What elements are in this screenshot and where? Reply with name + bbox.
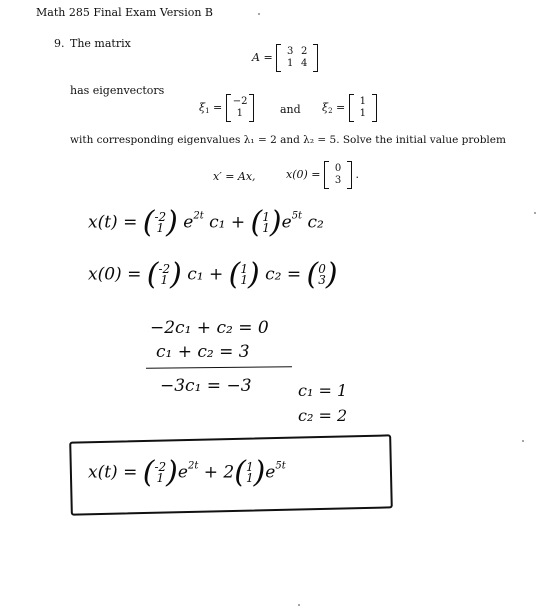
xi1-symbol: ξ bbox=[199, 101, 206, 114]
vector-cell: 1 bbox=[359, 108, 366, 119]
xi1-subscript: 1 bbox=[205, 107, 210, 115]
exp-base: e bbox=[281, 212, 292, 233]
coefficient: c₁ + bbox=[209, 212, 246, 233]
scan-speck bbox=[298, 604, 300, 606]
solution-c1: c₁ = 1 bbox=[298, 381, 348, 400]
matrix-cell: 2 bbox=[300, 46, 308, 57]
ode-equation: x′ = Ax, bbox=[213, 170, 256, 183]
xi2-symbol: ξ bbox=[322, 101, 329, 114]
initial-substitution: x(0) = ( -2 1 ) c₁ + ( 1 1 ) c₂ = ( 0 3 ) bbox=[88, 257, 338, 292]
ic-period: . bbox=[355, 168, 359, 181]
matrix-a-entries bbox=[276, 44, 318, 72]
coefficient: + 2 bbox=[203, 462, 235, 483]
vector-cell: 3 bbox=[334, 175, 342, 186]
matrix-cell: 4 bbox=[300, 58, 308, 69]
scan-speck bbox=[522, 440, 524, 442]
matrix-cell: 1 bbox=[286, 58, 294, 69]
vector-cell: 1 bbox=[156, 471, 165, 485]
vector-cell: −2 bbox=[232, 96, 248, 107]
vector-cell: 1 bbox=[240, 273, 249, 287]
exp-power: 5t bbox=[275, 460, 286, 472]
vector-cell: -2 bbox=[154, 460, 167, 474]
exp-base: e bbox=[177, 462, 188, 483]
vector-cell: 1 bbox=[359, 96, 366, 107]
problem-number: 9. bbox=[54, 37, 65, 50]
initial-condition bbox=[286, 161, 359, 189]
vector-cell: 1 bbox=[240, 262, 249, 276]
vector-cell: 1 bbox=[245, 460, 254, 474]
vector-cell: -2 bbox=[158, 262, 171, 276]
vector-cell: 1 bbox=[160, 273, 169, 287]
scan-speck bbox=[534, 212, 536, 214]
eigen-intro: has eigenvectors bbox=[70, 84, 165, 97]
vector-cell: -2 bbox=[154, 210, 167, 224]
problem-intro: The matrix bbox=[70, 37, 131, 50]
exp-power: 2t bbox=[193, 210, 204, 222]
exp-base: e bbox=[265, 462, 276, 483]
solution-c2: c₂ = 2 bbox=[298, 406, 348, 425]
sum-line bbox=[146, 366, 292, 369]
initial-lhs: x(0) = bbox=[88, 264, 142, 285]
eigenvector-2 bbox=[322, 94, 377, 122]
coefficient: c₂ bbox=[307, 212, 324, 233]
vector-cell: 1 bbox=[262, 221, 270, 235]
coefficient: c₁ + bbox=[187, 264, 224, 285]
eigenvalue-sentence: with corresponding eigenvalues λ₁ = 2 and λ₂ = 5. Solve the initial value problem bbox=[70, 134, 506, 146]
matrix-cell: 3 bbox=[286, 46, 294, 57]
vector-cell: 1 bbox=[236, 108, 243, 119]
vector-cell: 0 bbox=[334, 163, 342, 174]
final-answer: x(t) = ( -2 1 )$e^{2t} + 2$( 1 1 )$e^{5t}$ bbox=[88, 455, 286, 490]
general-solution: x(t) = ( -2 1 ) $e^{2t}$ c₁ + ( 1 1 )$e^{5t}$ c₂ bbox=[88, 205, 324, 240]
equation-1: −2c₁ + c₂ = 0 bbox=[150, 318, 269, 338]
exp-power: 5t bbox=[291, 210, 303, 222]
answer-lhs: x(t) = bbox=[88, 462, 138, 483]
equation-2: c₁ + c₂ = 3 bbox=[156, 342, 250, 362]
matrix-a-label: A = bbox=[252, 51, 273, 64]
ic-label: x(0) = bbox=[286, 168, 321, 181]
vector-cell: 1 bbox=[156, 221, 165, 235]
and-word: and bbox=[280, 103, 301, 116]
xi1-equals: = bbox=[213, 101, 223, 114]
vector-cell: 0 bbox=[318, 262, 326, 276]
page-header: Math 285 Final Exam Version B bbox=[36, 6, 213, 19]
eigenvector-1 bbox=[199, 94, 254, 122]
exp-power: 2t bbox=[187, 460, 199, 472]
exp-base: e bbox=[183, 212, 194, 233]
general-lhs: x(t) = bbox=[88, 212, 138, 233]
xi2-subscript: 2 bbox=[328, 107, 333, 115]
matrix-a bbox=[252, 44, 318, 72]
coefficient: c₂ = bbox=[265, 264, 302, 285]
vector-cell: 3 bbox=[318, 273, 326, 287]
vector-cell: 1 bbox=[262, 210, 270, 224]
scan-speck bbox=[258, 13, 260, 15]
equation-3: −3c₁ = −3 bbox=[160, 376, 252, 396]
vector-cell: 1 bbox=[245, 471, 254, 485]
xi2-equals: = bbox=[336, 101, 346, 114]
